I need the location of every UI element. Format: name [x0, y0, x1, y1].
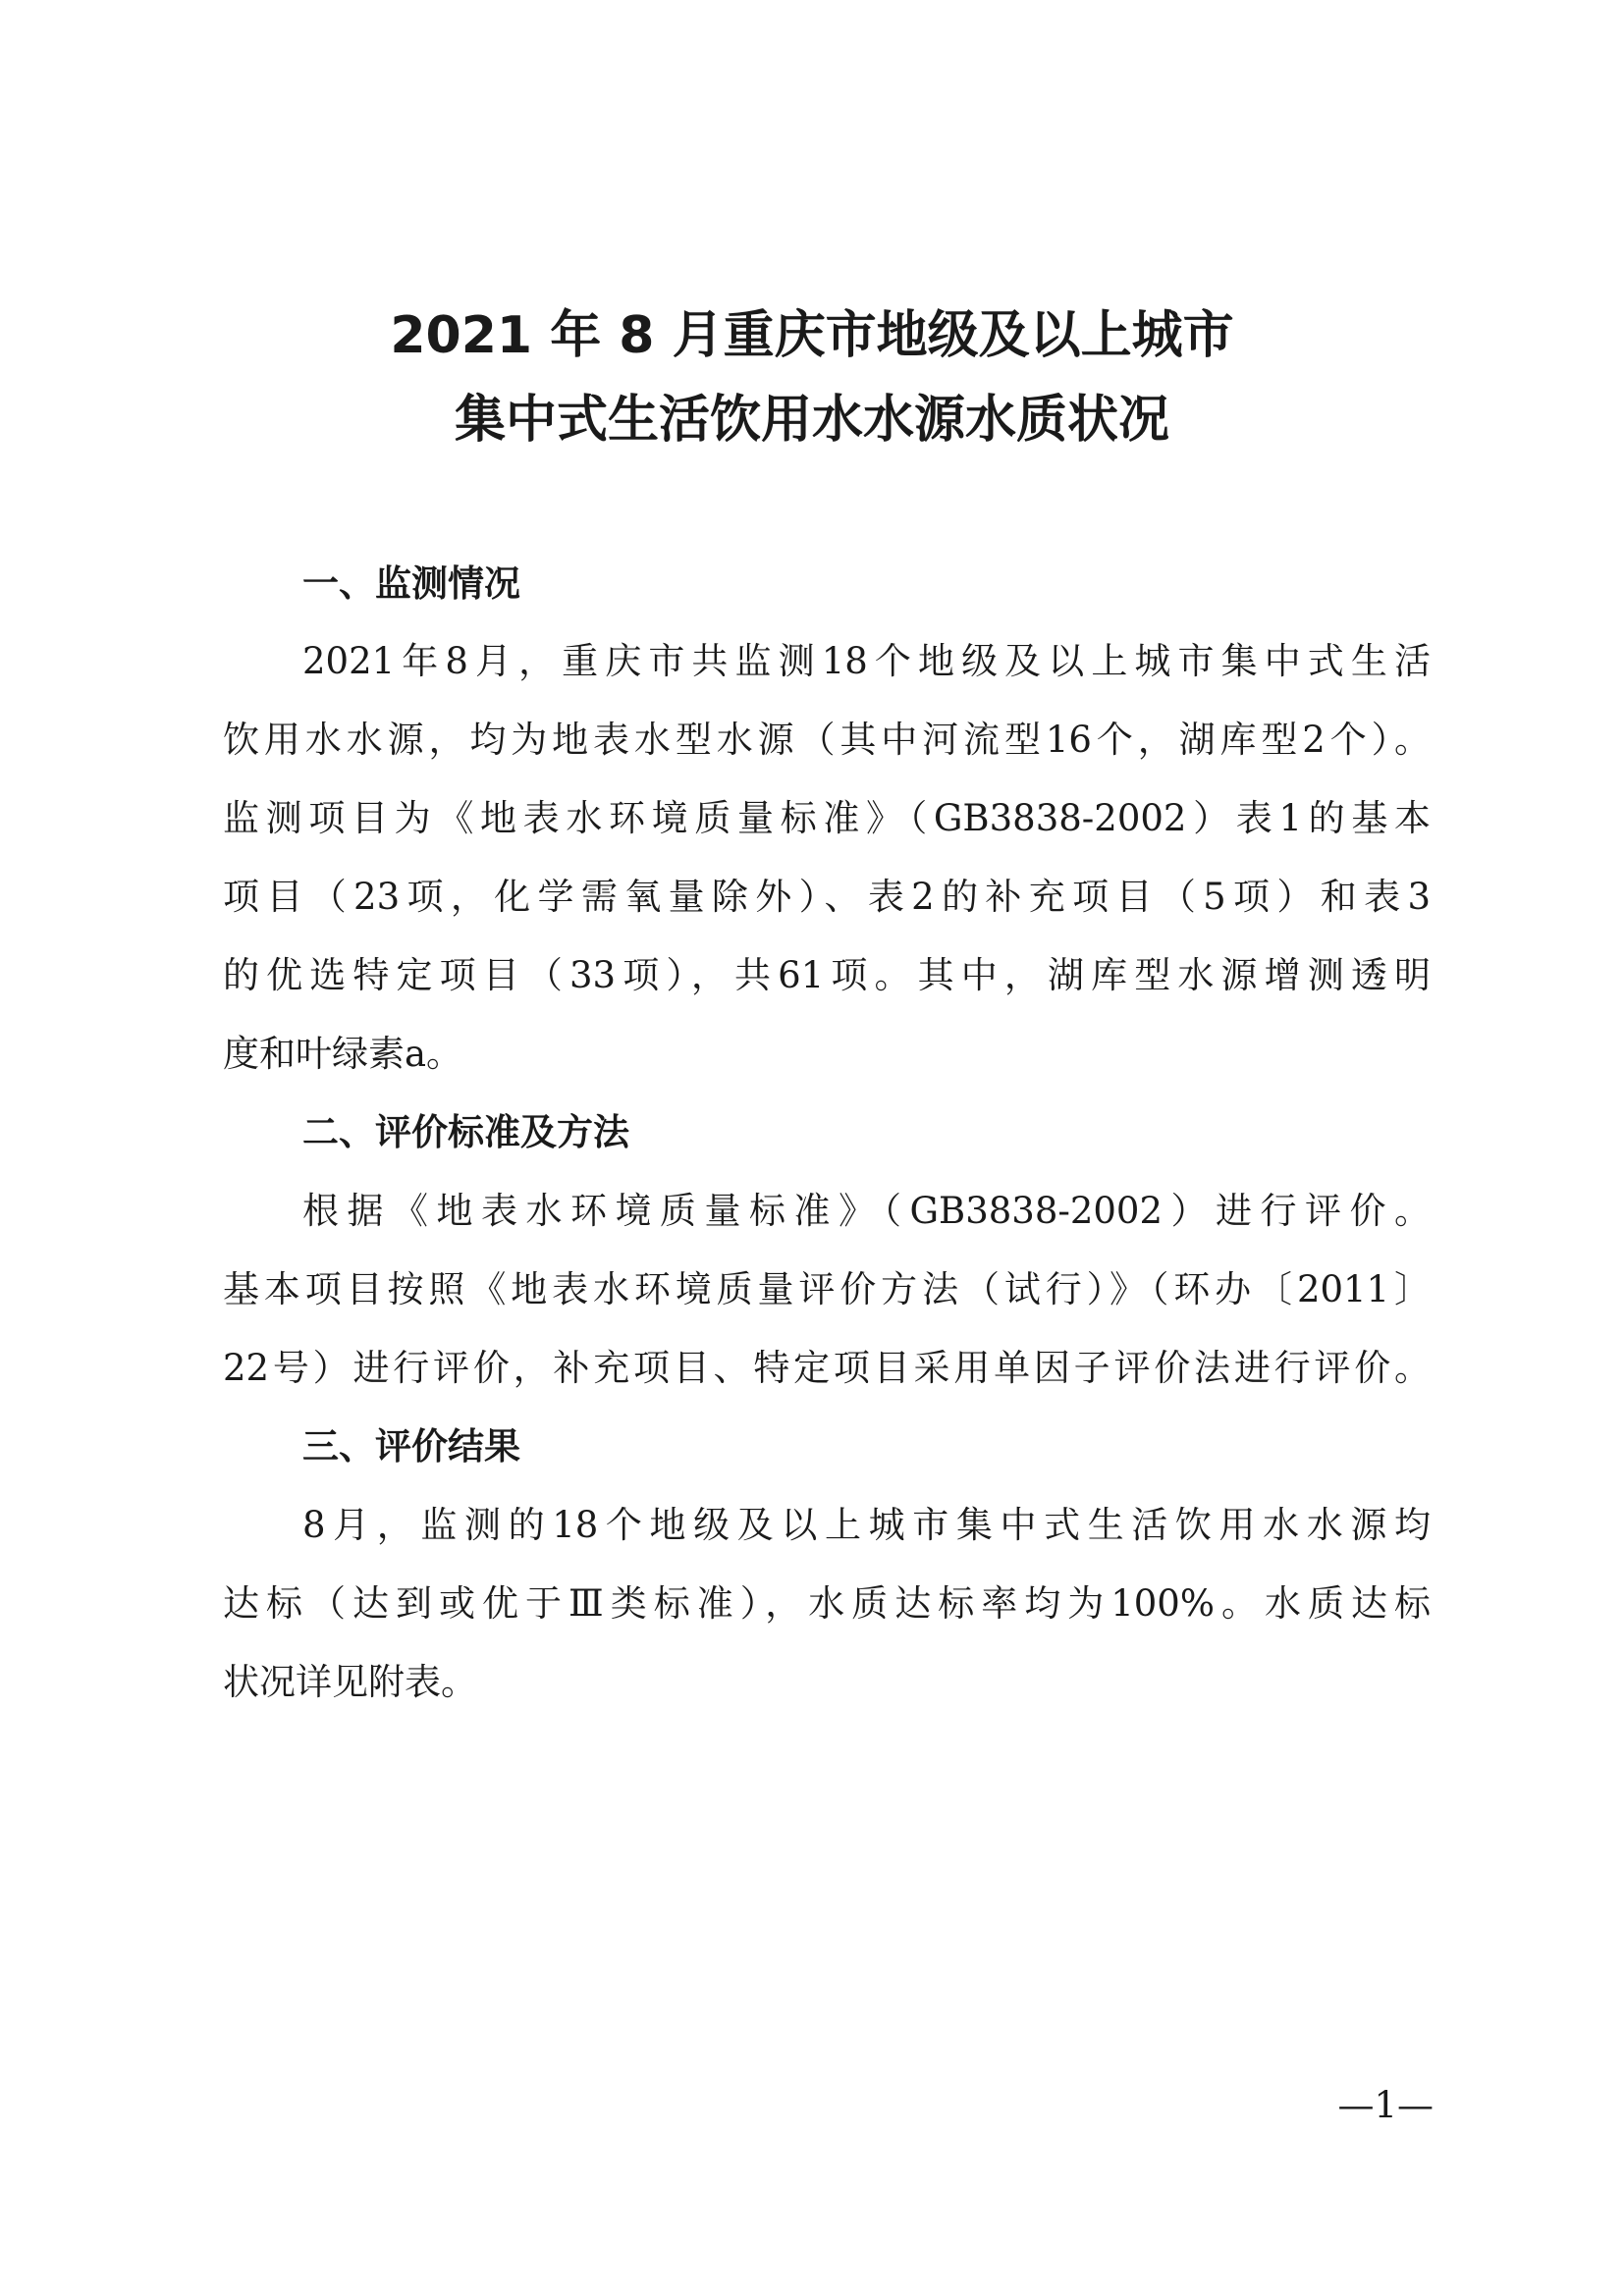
paragraph-line: 达标（达到或优于Ⅲ类标准），水质达标率均为100%。水质达标	[223, 1582, 1431, 1625]
paragraph-line: 状况详见附表。	[223, 1661, 477, 1703]
document-title-line-2: 集中式生活饮用水水源水质状况	[454, 391, 1169, 450]
paragraph-line: 的优选特定项目（33项），共61项。其中，湖库型水源增测透明	[223, 954, 1431, 996]
paragraph-line: 22号）进行评价，补充项目、特定项目采用单因子评价法进行评价。	[223, 1347, 1431, 1389]
paragraph-line: 监测项目为《地表水环境质量标准》（GB3838-2002）表1的基本	[223, 797, 1431, 839]
section-heading-results: 三、评价结果	[302, 1425, 520, 1468]
paragraph-line: 度和叶绿素a。	[223, 1033, 463, 1075]
document-title-line-1: 2021 年 8 月重庆市地级及以上城市	[390, 306, 1234, 365]
paragraph-line: 基本项目按照《地表水环境质量评价方法（试行）》（环办〔2011〕	[223, 1268, 1431, 1310]
paragraph-line: 项目（23项，化学需氧量除外）、表2的补充项目（5项）和表3	[223, 876, 1431, 918]
paragraph-line: 2021年8月，重庆市共监测18个地级及以上城市集中式生活	[302, 640, 1431, 682]
page-number: —1—	[1337, 2084, 1434, 2126]
paragraph-line: 根据《地表水环境质量标准》（GB3838-2002）进行评价。	[302, 1190, 1431, 1232]
paragraph-line: 8月，监测的18个地级及以上城市集中式生活饮用水水源均	[302, 1504, 1431, 1546]
paragraph-line: 饮用水水源，均为地表水型水源（其中河流型16个，湖库型2个）。	[223, 719, 1431, 761]
section-heading-standards: 二、评价标准及方法	[302, 1111, 629, 1153]
section-heading-monitoring: 一、监测情况	[302, 562, 520, 605]
